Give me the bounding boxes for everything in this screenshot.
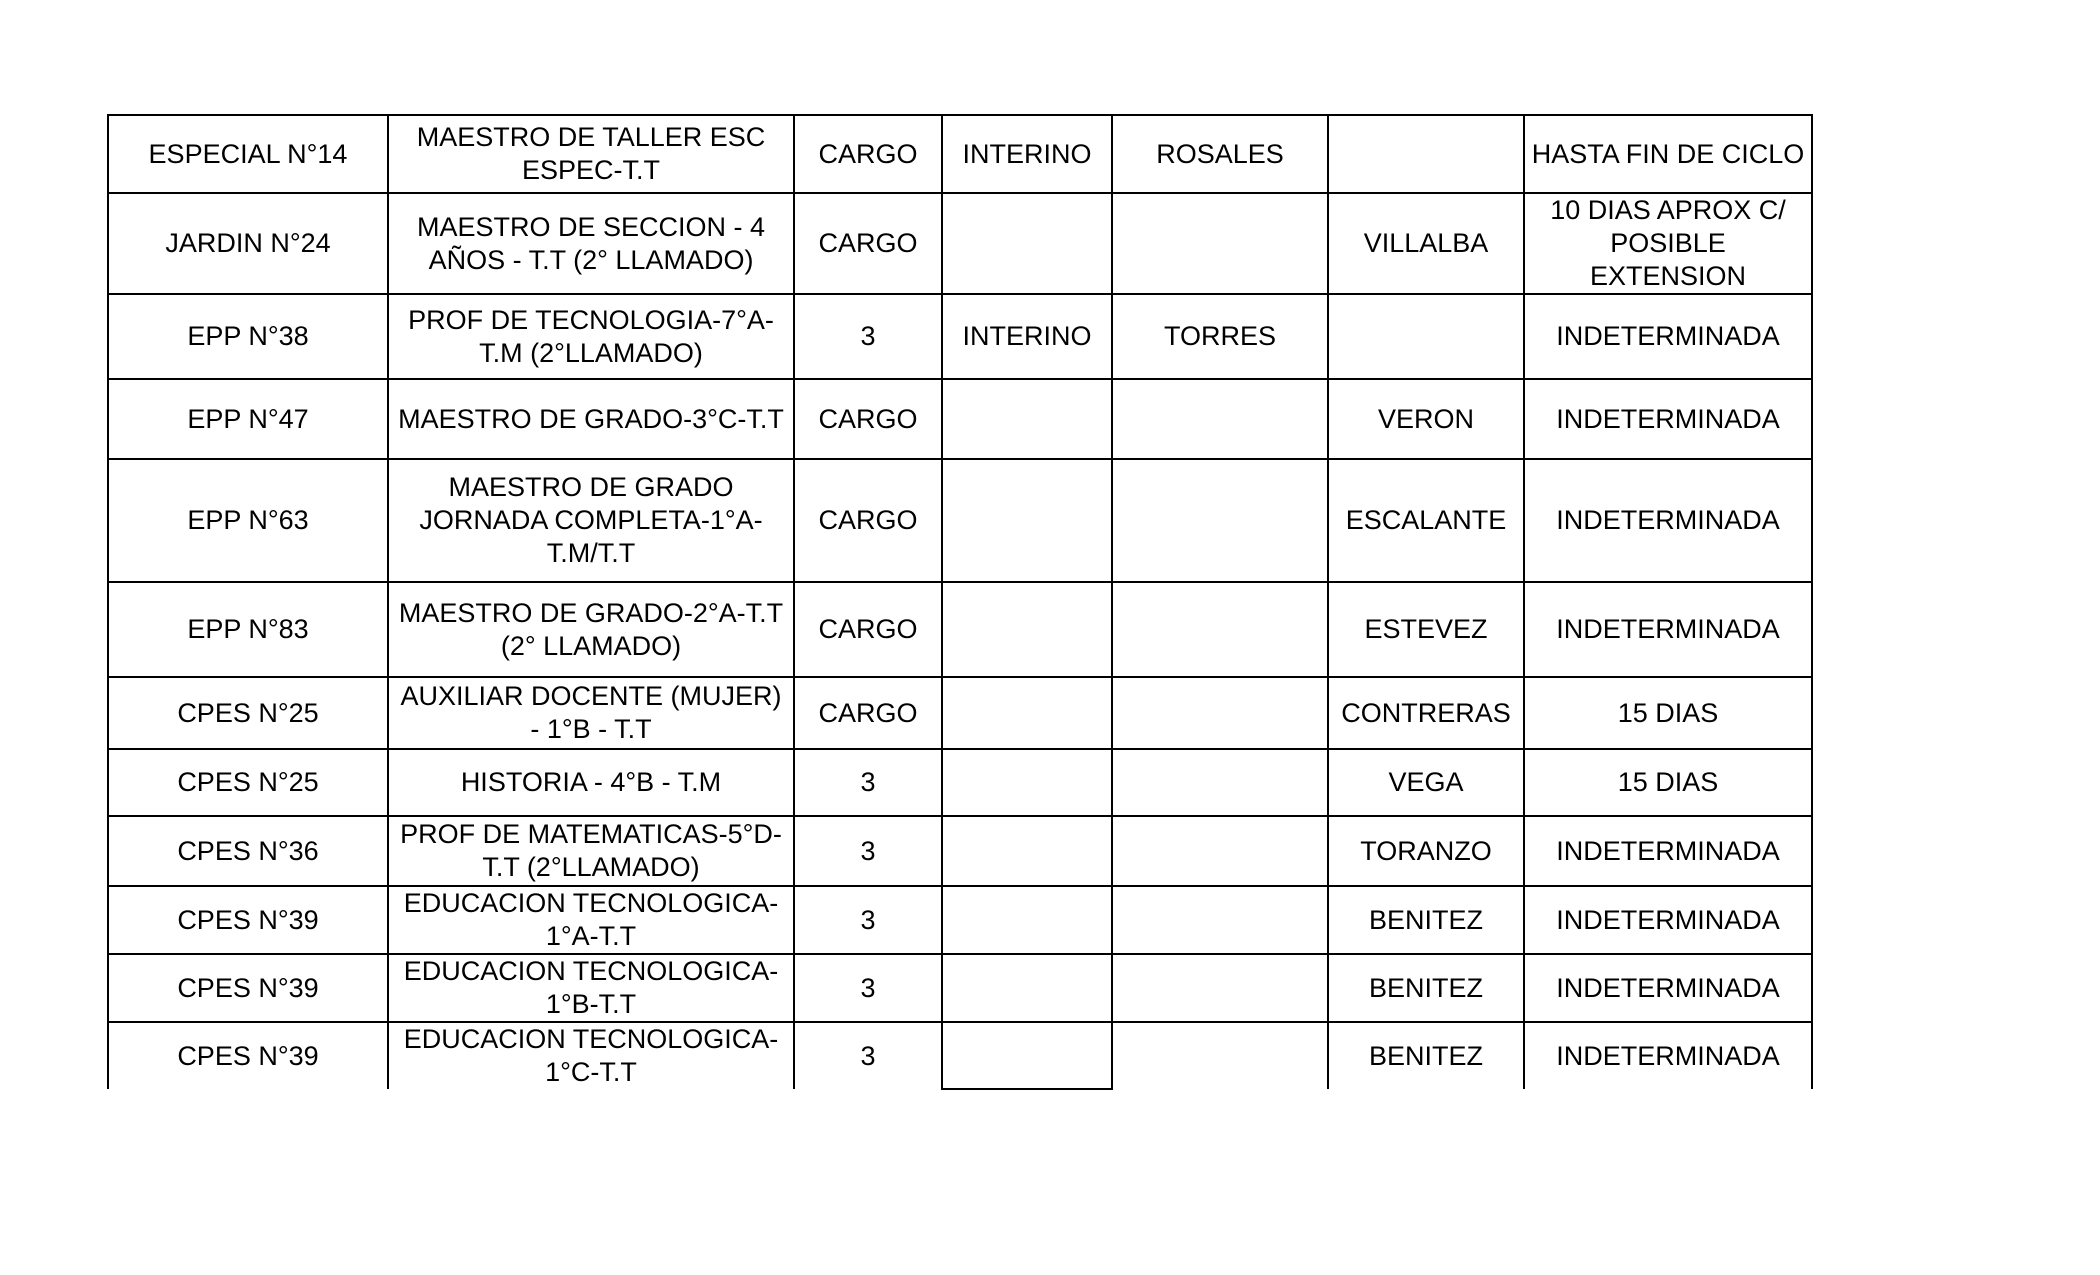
cell-replaced: TORANZO bbox=[1328, 816, 1524, 886]
cell-school: EPP N°83 bbox=[108, 582, 388, 677]
table-row bbox=[108, 459, 1812, 582]
cell-position: MAESTRO DE GRADO JORNADA COMPLETA-1°A-T.M/T.T bbox=[388, 459, 794, 582]
cell-hours: CARGO bbox=[794, 459, 942, 582]
cell-status bbox=[942, 379, 1112, 459]
cell-status bbox=[942, 459, 1112, 582]
cell-school: ESPECIAL N°14 bbox=[108, 115, 388, 193]
cell-status: INTERINO bbox=[942, 115, 1112, 193]
cell-holder bbox=[1112, 816, 1328, 886]
cell-position: EDUCACION TECNOLOGICA-1°B-T.T bbox=[388, 954, 794, 1022]
table-row bbox=[108, 816, 1812, 886]
cell-school: CPES N°25 bbox=[108, 749, 388, 816]
cell-school: CPES N°39 bbox=[108, 886, 388, 954]
table-row bbox=[108, 294, 1812, 379]
table-row bbox=[108, 749, 1812, 816]
cell-position: PROF DE MATEMATICAS-5°D-T.T (2°LLAMADO) bbox=[388, 816, 794, 886]
vacancy-table bbox=[107, 114, 1813, 1090]
cell-hours: 3 bbox=[794, 954, 942, 1022]
cell-hours: CARGO bbox=[794, 193, 942, 294]
cell-hours: CARGO bbox=[794, 582, 942, 677]
cell-status bbox=[942, 749, 1112, 816]
cell-holder bbox=[1112, 954, 1328, 1022]
cell-duration: 10 DIAS APROX C/ POSIBLE EXTENSION bbox=[1524, 193, 1812, 294]
cell-school: CPES N°25 bbox=[108, 677, 388, 749]
cell-holder bbox=[1112, 749, 1328, 816]
cell-replaced: VILLALBA bbox=[1328, 193, 1524, 294]
table-row bbox=[108, 582, 1812, 677]
cell-position: HISTORIA - 4°B - T.M bbox=[388, 749, 794, 816]
cell-replaced: VEGA bbox=[1328, 749, 1524, 816]
table-row bbox=[108, 677, 1812, 749]
cell-status bbox=[942, 193, 1112, 294]
cell-duration: INDETERMINADA bbox=[1524, 954, 1812, 1022]
cell-hours: 3 bbox=[794, 294, 942, 379]
cell-status bbox=[942, 582, 1112, 677]
cell-holder bbox=[1112, 459, 1328, 582]
cell-position: MAESTRO DE GRADO-3°C-T.T bbox=[388, 379, 794, 459]
cell-duration: INDETERMINADA bbox=[1524, 379, 1812, 459]
cell-duration: 15 DIAS bbox=[1524, 677, 1812, 749]
cell-holder: ROSALES bbox=[1112, 115, 1328, 193]
table-row bbox=[108, 886, 1812, 954]
cell-status bbox=[942, 886, 1112, 954]
cell-holder bbox=[1112, 193, 1328, 294]
cell-status bbox=[942, 677, 1112, 749]
cell-duration: INDETERMINADA bbox=[1524, 582, 1812, 677]
cell-school: CPES N°39 bbox=[108, 1022, 388, 1089]
cell-position: PROF DE TECNOLOGIA-7°A-T.M (2°LLAMADO) bbox=[388, 294, 794, 379]
cell-status bbox=[942, 954, 1112, 1022]
cell-holder: TORRES bbox=[1112, 294, 1328, 379]
cell-hours: 3 bbox=[794, 749, 942, 816]
cell-status bbox=[942, 1022, 1112, 1089]
cell-position: MAESTRO DE GRADO-2°A-T.T (2° LLAMADO) bbox=[388, 582, 794, 677]
cell-replaced: CONTRERAS bbox=[1328, 677, 1524, 749]
table-row bbox=[108, 379, 1812, 459]
cell-holder bbox=[1112, 677, 1328, 749]
cell-duration: HASTA FIN DE CICLO bbox=[1524, 115, 1812, 193]
cell-replaced: BENITEZ bbox=[1328, 954, 1524, 1022]
cell-position: AUXILIAR DOCENTE (MUJER) - 1°B - T.T bbox=[388, 677, 794, 749]
cell-holder bbox=[1112, 379, 1328, 459]
cell-school: EPP N°47 bbox=[108, 379, 388, 459]
cell-hours: CARGO bbox=[794, 115, 942, 193]
cell-duration: 15 DIAS bbox=[1524, 749, 1812, 816]
cell-replaced: BENITEZ bbox=[1328, 1022, 1524, 1089]
cell-replaced bbox=[1328, 294, 1524, 379]
table-row bbox=[108, 193, 1812, 294]
table-row bbox=[108, 954, 1812, 1022]
cell-school: EPP N°63 bbox=[108, 459, 388, 582]
cell-school: CPES N°36 bbox=[108, 816, 388, 886]
cell-holder bbox=[1112, 1022, 1328, 1089]
cell-position: MAESTRO DE SECCION - 4 AÑOS - T.T (2° LLAMADO) bbox=[388, 193, 794, 294]
cell-replaced: ESTEVEZ bbox=[1328, 582, 1524, 677]
cell-replaced: ESCALANTE bbox=[1328, 459, 1524, 582]
cell-holder bbox=[1112, 582, 1328, 677]
cell-hours: CARGO bbox=[794, 677, 942, 749]
cell-position: MAESTRO DE TALLER ESC ESPEC-T.T bbox=[388, 115, 794, 193]
cell-position: EDUCACION TECNOLOGICA-1°A-T.T bbox=[388, 886, 794, 954]
cell-replaced: BENITEZ bbox=[1328, 886, 1524, 954]
cell-duration: INDETERMINADA bbox=[1524, 1022, 1812, 1089]
cell-hours: 3 bbox=[794, 816, 942, 886]
cell-duration: INDETERMINADA bbox=[1524, 294, 1812, 379]
cell-duration: INDETERMINADA bbox=[1524, 886, 1812, 954]
cell-duration: INDETERMINADA bbox=[1524, 816, 1812, 886]
cell-status: INTERINO bbox=[942, 294, 1112, 379]
cell-replaced bbox=[1328, 115, 1524, 193]
cell-duration: INDETERMINADA bbox=[1524, 459, 1812, 582]
cell-position: EDUCACION TECNOLOGICA-1°C-T.T bbox=[388, 1022, 794, 1089]
cell-hours: 3 bbox=[794, 1022, 942, 1089]
cell-hours: CARGO bbox=[794, 379, 942, 459]
cell-replaced: VERON bbox=[1328, 379, 1524, 459]
cell-hours: 3 bbox=[794, 886, 942, 954]
cell-school: JARDIN N°24 bbox=[108, 193, 388, 294]
cell-holder bbox=[1112, 886, 1328, 954]
table-row bbox=[108, 115, 1812, 193]
cell-school: EPP N°38 bbox=[108, 294, 388, 379]
cell-school: CPES N°39 bbox=[108, 954, 388, 1022]
table-row bbox=[108, 1022, 1812, 1089]
cell-status bbox=[942, 816, 1112, 886]
